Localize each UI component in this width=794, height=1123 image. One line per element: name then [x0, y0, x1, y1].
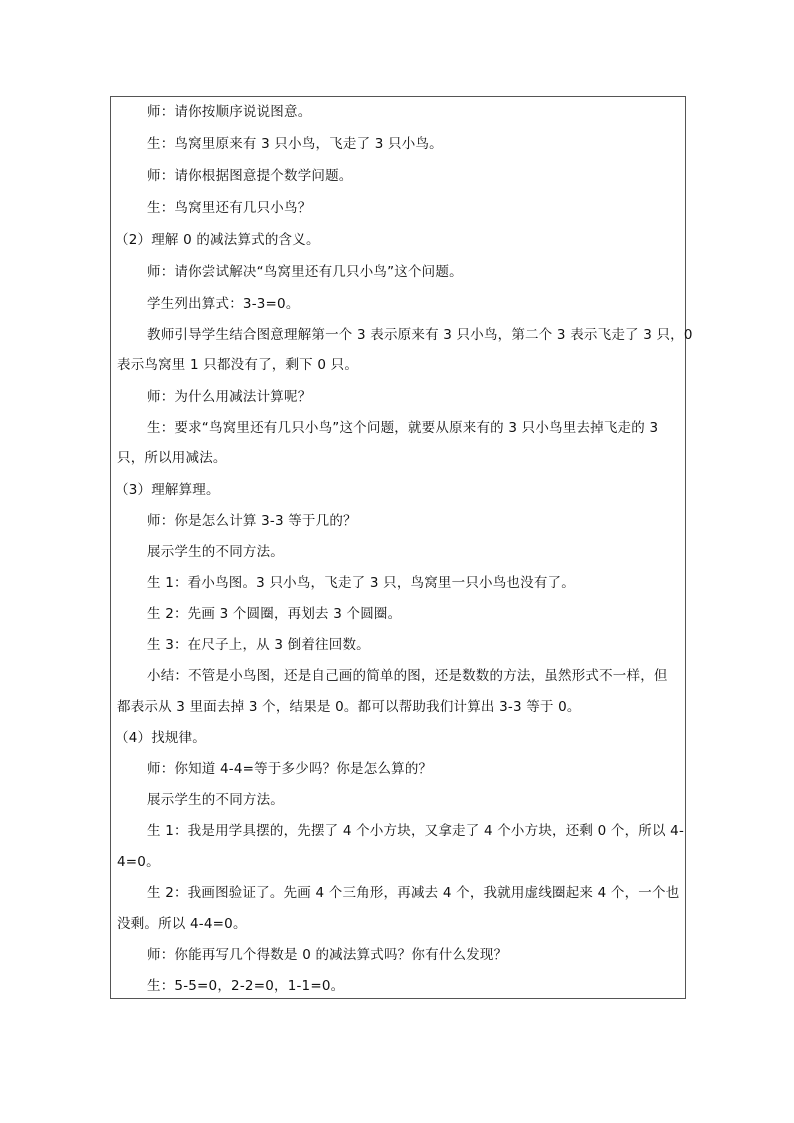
text-line: 小结：不管是小鸟图，还是自己画的简单的图，还是数数的方法，虽然形式不一样，但 [147, 668, 668, 684]
text-line: 生 2：我画图验证了。先画 4 个三角形，再减去 4 个，我就用虚线圈起来 4 个，一个也 [147, 885, 680, 901]
section-heading: （4）找规律。 [115, 730, 206, 746]
text-line: 生：鸟窝里还有几只小鸟？ [147, 200, 312, 216]
text-line: 教师引导学生结合图意理解第一个 3 表示原来有 3 只小鸟，第二个 3 表示飞走了 3 只，0 [147, 327, 693, 343]
text-line: 师：你能再写几个得数是 0 的减法算式吗？你有什么发现？ [147, 947, 508, 963]
text-line: 师：你是怎么计算 3-3 等于几的？ [147, 513, 357, 529]
text-line: 生 2：先画 3 个圆圈，再划去 3 个圆圈。 [147, 606, 402, 622]
text-line: 生：要求“鸟窝里还有几只小鸟”这个问题，就要从原来有的 3 只小鸟里去掉飞走的 3 [147, 420, 659, 436]
text-line-continued: 没剩。所以 4-4=0。 [117, 916, 247, 932]
text-line: 生：鸟窝里原来有 3 只小鸟，飞走了 3 只小鸟。 [147, 136, 443, 152]
text-line-continued: 都表示从 3 里面去掉 3 个，结果是 0。都可以帮助我们计算出 3-3 等于 0。 [117, 699, 581, 715]
text-line-continued: 表示鸟窝里 1 只都没有了，剩下 0 只。 [117, 357, 359, 373]
lesson-plan-box [110, 96, 693, 999]
text-line: 生：5-5=0，2-2=0，1-1=0。 [147, 978, 345, 994]
text-line-continued: 4=0。 [117, 854, 160, 870]
text-line: 师：你知道 4-4=等于多少吗？你是怎么算的？ [147, 761, 433, 777]
section-heading: （3）理解算理。 [115, 482, 220, 498]
text-line: 师：请你根据图意提个数学问题。 [147, 168, 353, 184]
text-line: 展示学生的不同方法。 [147, 792, 284, 808]
section-heading: （2）理解 0 的减法算式的含义。 [115, 232, 320, 248]
text-line: 师：请你按顺序说说图意。 [147, 104, 312, 120]
text-line: 师：为什么用减法计算呢？ [147, 389, 312, 405]
text-line-continued: 只，所以用减法。 [117, 450, 227, 466]
text-line: 展示学生的不同方法。 [147, 544, 284, 560]
text-line: 生 1：我是用学具摆的，先摆了 4 个小方块，又拿走了 4 个小方块，还剩 0 个，所以 4- [147, 823, 685, 839]
text-line: 师：请你尝试解决“鸟窝里还有几只小鸟”这个问题。 [147, 264, 463, 280]
text-line: 生 1：看小鸟图。3 只小鸟，飞走了 3 只，鸟窝里一只小鸟也没有了。 [147, 575, 575, 591]
text-line: 生 3：在尺子上，从 3 倒着往回数。 [147, 637, 370, 653]
text-line: 学生列出算式：3-3=0。 [147, 296, 300, 312]
